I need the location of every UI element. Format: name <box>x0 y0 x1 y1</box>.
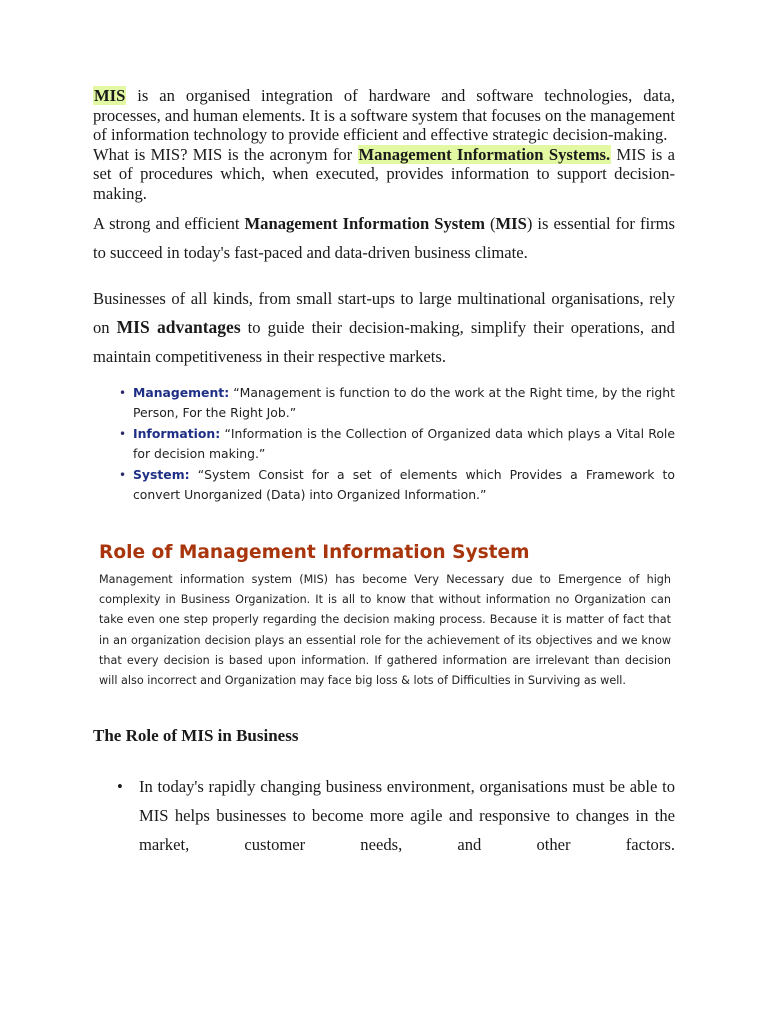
role-body-text: Management information system (MIS) has become Very Necessary due to Emergence of high complexity in Business Organization. It is all to know that without information no Organization can take even one step properly regarding the decision making process. Because it is matter of fact that in an organization decision plays an essential role for the achievement of its objectives and we know that every decision is based upon information. If gathered information are irrelevant than decision will also incorrect and Organization may face big loss & lots of Difficulties in Surviving as well. <box>99 573 671 688</box>
intro-text-2: What is MIS? MIS is the acronym for <box>93 144 358 164</box>
intro-text-3: MIS is a set of procedures which, when executed, provides information to support decision-making. <box>93 144 675 203</box>
efficiency-bold-mis: MIS <box>495 213 527 233</box>
definition-item <box>133 383 675 424</box>
efficiency-text-post: ) is essential for firms to succeed in today's fast-paced and data-driven business climate. <box>93 213 675 262</box>
document-page <box>93 86 675 854</box>
efficiency-bold-term: Management Information System <box>244 213 485 233</box>
definition-text: “System Consist for a set of elements which Provides a Framework to convert Unorganized (Data) into Organized Information.” <box>133 466 675 503</box>
business-heading: The Role of MIS in Business <box>93 726 299 745</box>
role-section <box>99 538 671 691</box>
intro-text-1: is an organised integration of hardware and software technologies, data, processes, and human elements. It is a software system that focuses on the management of information technology to provide efficient and effective strategic decision-making. <box>93 86 675 145</box>
businesses-text-pre: Businesses of all kinds, from small start-ups to large multinational organisations, rely on <box>93 288 675 337</box>
definition-term: Management: <box>133 384 230 400</box>
businesses-bold-term: MIS advantages <box>116 316 241 337</box>
definition-text: “Information is the Collection of Organized data which plays a Vital Role for decision making.” <box>133 425 675 462</box>
highlight-mis: MIS <box>94 86 126 105</box>
definition-term: Information: <box>133 425 221 441</box>
business-list-item: • In today's rapidly changing business environment, organisations must be able to MIS helps businesses to become more agile and responsive to changes in the market, customer needs, and other factors. <box>139 772 675 859</box>
definitions-list <box>93 383 675 506</box>
intro-paragraph <box>93 86 675 204</box>
highlight-acronym: Management Information Systems. <box>358 144 611 164</box>
businesses-paragraph <box>93 284 675 371</box>
definition-term: System: <box>133 466 190 482</box>
definition-item <box>133 424 675 465</box>
efficiency-text-mid: ( <box>484 213 496 233</box>
efficiency-paragraph <box>93 209 675 267</box>
businesses-text-post: to guide their decision-making, simplify their operations, and maintain competitiveness in their respective markets. <box>93 317 675 366</box>
role-heading: Role of Management Information System <box>99 542 530 563</box>
business-list <box>93 772 675 859</box>
definition-item <box>133 465 675 506</box>
definition-text: “Management is function to do the work at the Right time, by the right Person, For the Right Job.” <box>133 384 675 421</box>
efficiency-text-pre: A strong and efficient <box>93 213 245 233</box>
